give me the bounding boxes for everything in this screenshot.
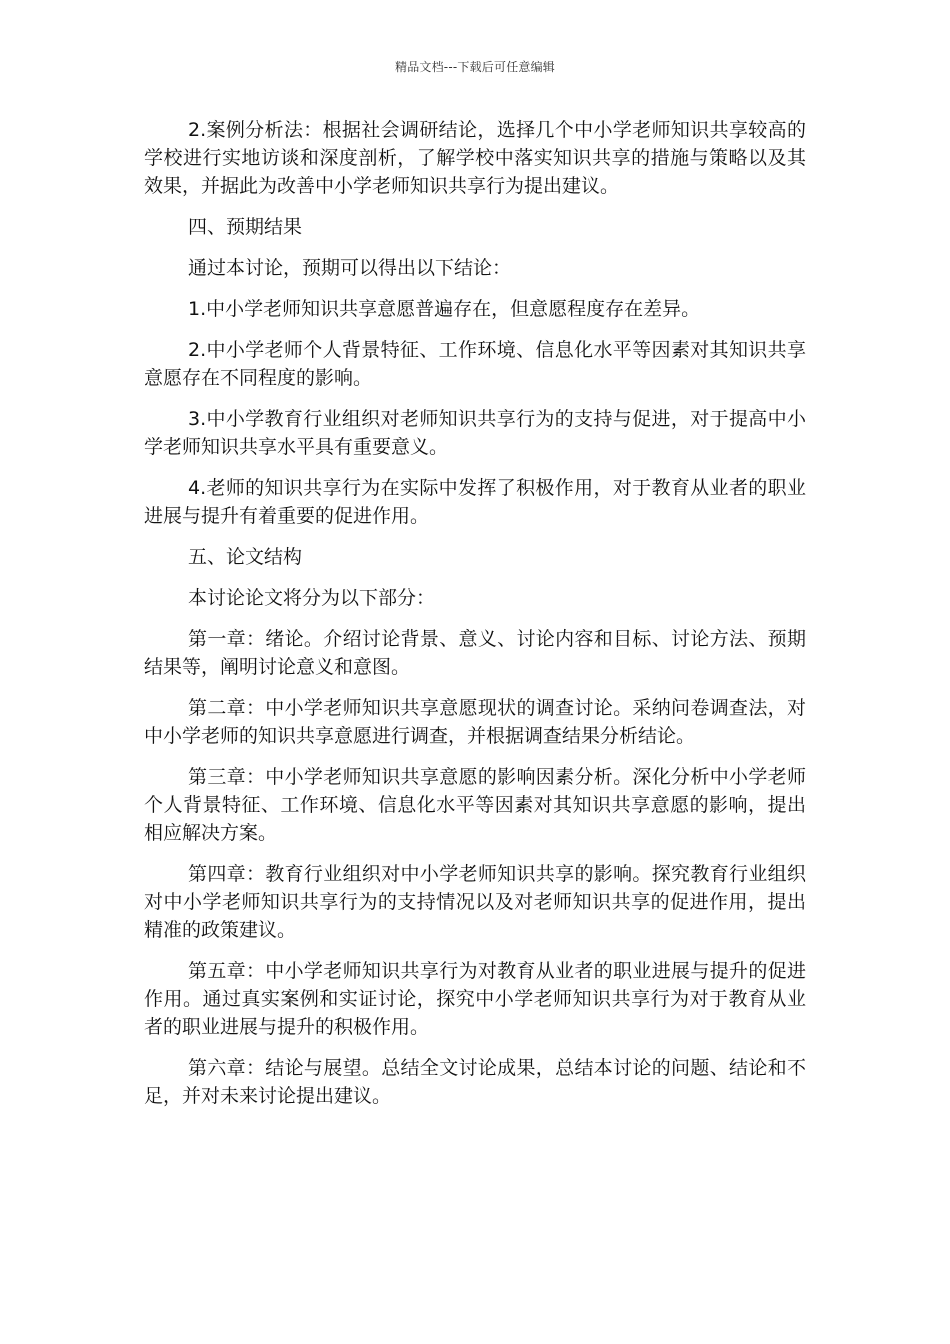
paragraph-expected-4: 4.老师的知识共享行为在实际中发挥了积极作用，对于教育从业者的职业进展与提升有着重要的促进作用。 (144, 477, 806, 527)
paragraph-expected-intro: 通过本讨论，预期可以得出以下结论： (188, 257, 512, 279)
paragraph-expected-1: 1.中小学老师知识共享意愿普遍存在，但意愿程度存在差异。 (188, 298, 701, 320)
paragraph-chapter-6: 第六章：结论与展望。总结全文讨论成果，总结本讨论的问题、结论和不足，并对未来讨论提出建议。 (144, 1057, 806, 1107)
document-body (144, 116, 806, 1123)
paragraph-chapter-5: 第五章：中小学老师知识共享行为对教育从业者的职业进展与提升的促进作用。通过真实案例和实证讨论，探究中小学老师知识共享行为对于教育从业者的职业进展与提升的积极作用。 (144, 960, 806, 1038)
paragraph-case-analysis-method: 2.案例分析法：根据社会调研结论，选择几个中小学老师知识共享较高的学校进行实地访谈和深度剖析，了解学校中落实知识共享的措施与策略以及其效果，并据此为改善中小学老师知识共享行为提出建议。 (144, 119, 806, 197)
paragraph-chapter-1: 第一章：绪论。介绍讨论背景、意义、讨论内容和目标、讨论方法、预期结果等，阐明讨论意义和意图。 (144, 628, 806, 678)
section-heading-expected-results: 四、预期结果 (188, 216, 303, 238)
page-header: 精品文档---下载后可任意编辑 (395, 60, 555, 74)
paragraph-chapter-4: 第四章：教育行业组织对中小学老师知识共享的影响。探究教育行业组织对中小学老师知识共享行为的支持情况以及对老师知识共享的促进作用，提出精准的政策建议。 (144, 863, 806, 941)
paragraph-expected-3: 3.中小学教育行业组织对老师知识共享行为的支持与促进，对于提高中小学老师知识共享水平具有重要意义。 (144, 408, 806, 458)
paragraph-expected-2: 2.中小学老师个人背景特征、工作环境、信息化水平等因素对其知识共享意愿存在不同程度的影响。 (144, 339, 806, 389)
paragraph-chapter-3: 第三章：中小学老师知识共享意愿的影响因素分析。深化分析中小学老师个人背景特征、工作环境、信息化水平等因素对其知识共享意愿的影响，提出相应解决方案。 (144, 766, 806, 844)
paragraph-chapter-2: 第二章：中小学老师知识共享意愿现状的调查讨论。采纳问卷调查法，对中小学老师的知识共享意愿进行调查，并根据调查结果分析结论。 (144, 697, 806, 747)
section-heading-paper-structure: 五、论文结构 (188, 546, 303, 568)
paragraph-structure-intro: 本讨论论文将分为以下部分： (188, 587, 436, 609)
